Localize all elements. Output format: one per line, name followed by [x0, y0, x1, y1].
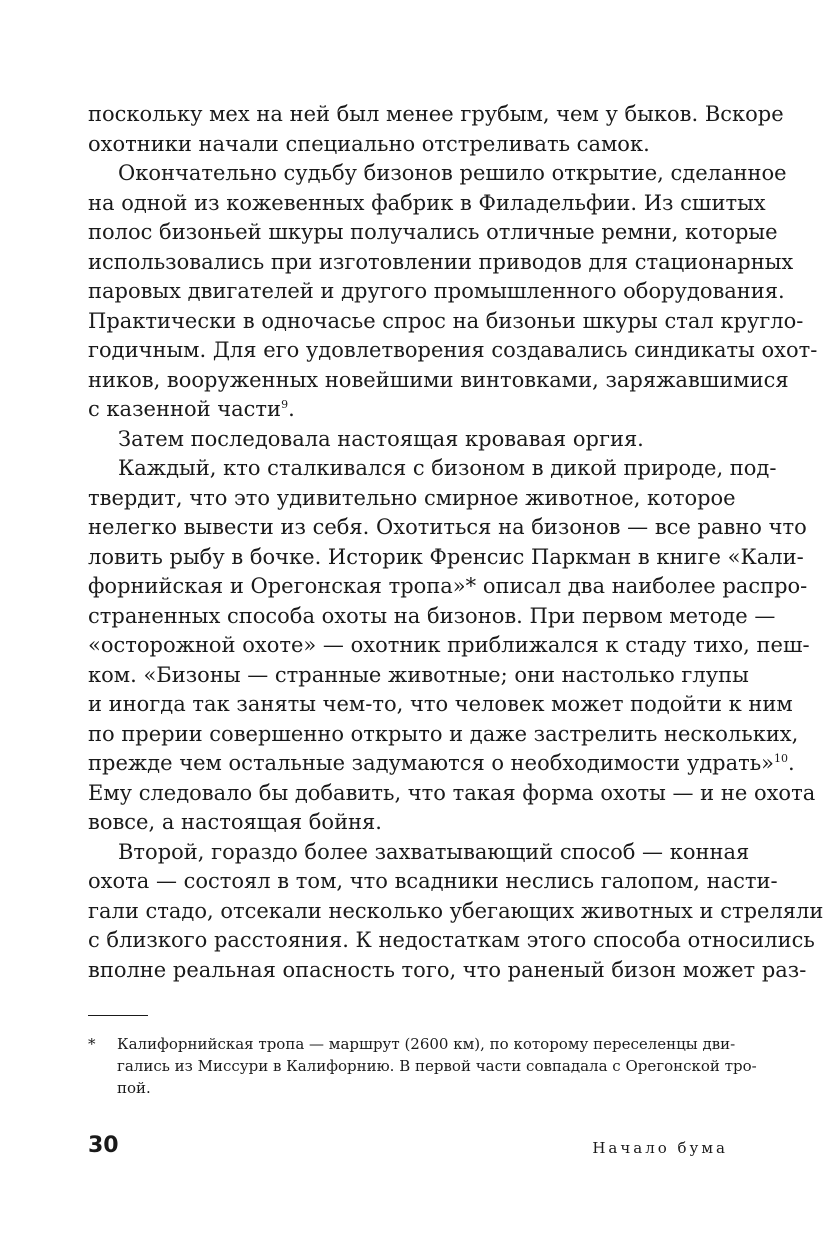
text-line: Затем последовала настоящая кровавая оргия. — [118, 426, 644, 451]
footnote-text — [117, 1033, 757, 1099]
footnote-asterisk: * — [88, 1035, 96, 1053]
text-line: поскольку мех на ней был менее грубым, чем у быков. Вскоре — [88, 102, 784, 126]
text-line: страненных способа охоты на бизонов. При первом методе — — [88, 603, 776, 628]
text-line: и иногда так заняты чем-то, что человек может подойти к ним — [88, 692, 793, 716]
text-line: на одной из кожевенных фабрик в Филадельфии. Из сшитых — [88, 190, 766, 215]
text-line: ловить рыбу в бочке. Историк Френсис Паркман в книге «Кали- — [88, 544, 804, 569]
text-line: охота — состоял в том, что всадники неслись галопом, насти- — [88, 869, 778, 893]
text-line: Второй, гораздо более захватывающий способ — конная — [118, 839, 750, 864]
text-line: нелегко вывести из себя. Охотиться на бизонов — все равно что — [88, 515, 807, 539]
text-line: «осторожной охоте» — охотник приближался к стаду тихо, пеш- — [88, 633, 810, 657]
text-line: Окончательно судьбу бизонов решило открытие, сделанное — [118, 161, 787, 185]
text-line: твердит, что это удивительно смирное животное, которое — [88, 485, 736, 510]
sentence-period: . — [788, 751, 795, 775]
sentence-period: . — [288, 397, 295, 421]
text-line: форнийская и Орегонская тропа»* описал два наиболее распро- — [88, 574, 808, 598]
text-line: с близкого расстояния. К недостаткам этого способа относились — [88, 928, 815, 952]
text-line: охотники начали специально отстреливать самок. — [88, 131, 650, 156]
text-line: Каждый, кто сталкивался с бизоном в дикой природе, под- — [118, 456, 777, 480]
footnote — [88, 1033, 757, 1099]
text-line: Практически в одночасье спрос на бизоньи шкуры стал кругло- — [88, 308, 804, 333]
main-text — [88, 100, 824, 985]
text-line: Ему следовало бы добавить, что такая форма охоты — и не охота — [88, 780, 816, 805]
text-line: ников, вооруженных новейшими винтовками, заряжавшимися — [88, 367, 789, 392]
text-line: ком. «Бизоны — странные животные; они настолько глупы — [88, 662, 749, 687]
text-line: полос бизоньей шкуры получались отличные ремни, которые — [88, 220, 778, 244]
page-number: 30 — [88, 1133, 119, 1158]
text-line: вовсе, а настоящая бойня. — [88, 810, 382, 834]
text-line — [88, 749, 795, 779]
footnote-line: пой. — [117, 1079, 151, 1097]
text-segment: с казенной части — [88, 397, 282, 421]
running-head: Начало бума — [592, 1139, 728, 1157]
text-line — [88, 395, 728, 425]
text-line: вполне реальная опасность того, что раненый бизон может раз- — [88, 957, 807, 982]
endnote-ref-9: 9 — [281, 398, 289, 411]
text-line: паровых двигателей и другого промышленного оборудования. — [88, 279, 785, 303]
text-line: по прерии совершенно открыто и даже застрелить нескольких, — [88, 721, 799, 746]
footnote-divider — [88, 1015, 148, 1016]
endnote-ref-10: 10 — [774, 752, 788, 765]
text-segment: прежде чем остальные задумаются о необходимости удрать» — [88, 751, 774, 775]
footnote-line: гались из Миссури в Калифорнию. В первой части совпадала с Орегонской тро- — [117, 1057, 757, 1075]
text-line: годичным. Для его удовлетворения создавались синдикаты охот- — [88, 338, 818, 362]
footnote-line: Калифорнийская тропа — маршрут (2600 км), по которому переселенцы дви- — [117, 1035, 736, 1053]
text-line: гали стадо, отсекали несколько убегающих животных и стреляли — [88, 898, 824, 923]
text-line: использовались при изготовлении приводов для стационарных — [88, 249, 794, 274]
